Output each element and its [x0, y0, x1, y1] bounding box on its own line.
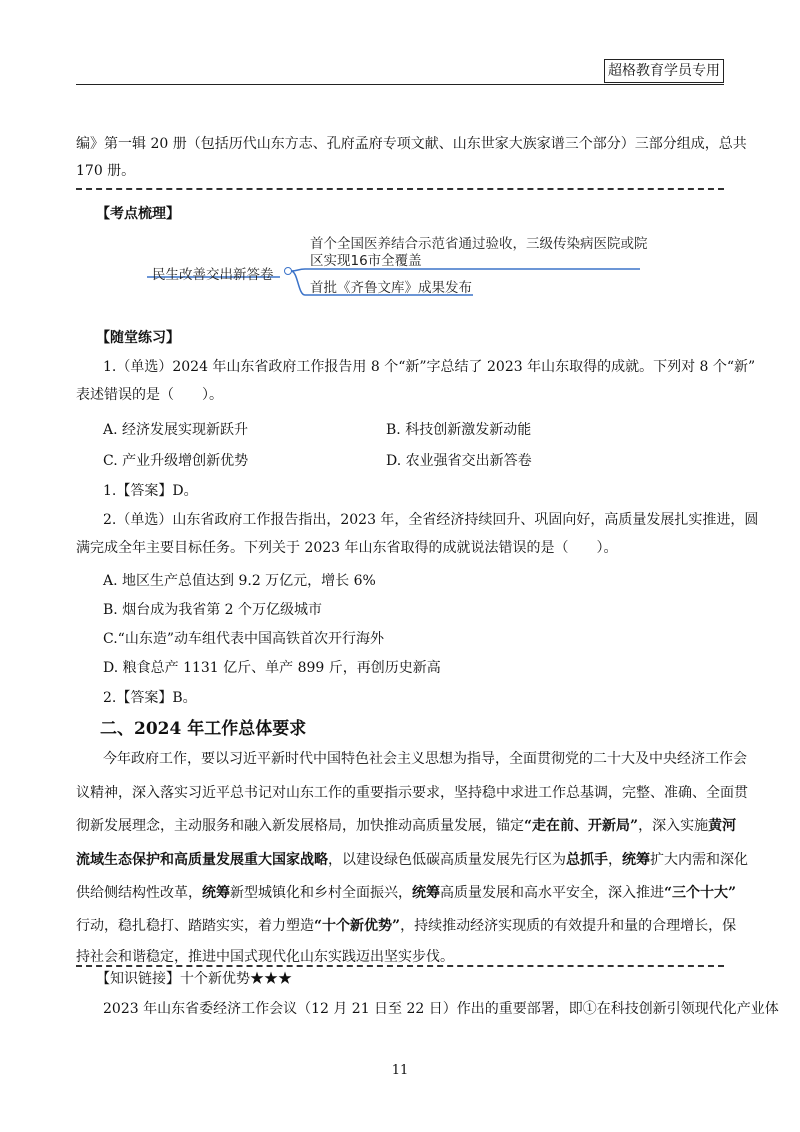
mindmap-connector-2: [291, 271, 305, 295]
knowledge-link-title: 【知识链接】十个新优势★★★: [96, 971, 292, 987]
mindmap-collapse-node: [285, 268, 292, 275]
para-text: 行动，稳扎稳打、踏踏实实，着力塑造: [76, 918, 314, 934]
mindmap-branch-2: 首批《齐鲁文库》成果发布: [310, 280, 472, 296]
para-line-6: [76, 915, 736, 935]
para-line-1: 今年政府工作，要以习近平新时代中国特色社会主义思想为指导，全面贯彻党的二十大及中央经济工作会: [103, 751, 747, 767]
para-emphasis: “三个十大”: [664, 885, 737, 901]
knowledge-line-1: 2023 年山东省委经济工作会议（12 月 21 日至 22 日）作出的重要部署，即①在科技创新引领现代化产业体: [103, 1001, 779, 1017]
para-emphasis: “走在前、开新局”: [524, 818, 639, 834]
q1-option-a: A. 经济发展实现新跃升: [103, 422, 249, 438]
mindmap-connector-1: [291, 269, 305, 271]
section-title-practice: 【随堂练习】: [96, 330, 180, 346]
q2-option-a: A. 地区生产总值达到 9.2 万亿元，增长 6%: [103, 573, 376, 589]
intro-line-1: 编》第一辑 20 册（包括历代山东方志、孔府孟府专项文献、山东世家大族家谱三个部分）三部分组成，总共: [76, 136, 747, 152]
q1-option-d: D. 农业强省交出新答卷: [386, 453, 532, 469]
para-emphasis: 流域生态保护和高质量发展重大国家战略: [76, 852, 328, 868]
q2-option-b: B. 烟台成为我省第 2 个万亿级城市: [103, 602, 322, 618]
para-line-3: [76, 815, 736, 835]
page-number: 11: [391, 1063, 409, 1078]
section-title-kaodian: 【考点梳理】: [96, 206, 180, 222]
q1-option-c: C. 产业升级增创新优势: [103, 453, 249, 469]
mindmap-branch-1-line-1: 首个全国医养结合示范省通过验收，三级传染病医院或院: [310, 236, 648, 252]
para-emphasis: 统筹: [202, 885, 230, 901]
q2-option-d: D. 粮食总产 1131 亿斤、单产 899 斤，再创历史新高: [103, 660, 441, 676]
divider-dashed: [76, 188, 724, 190]
para-emphasis: 黄河: [708, 818, 737, 834]
q2-option-c: C.“山东造”动车组代表中国高铁首次开行海外: [103, 631, 384, 647]
q1-option-b: B. 科技创新激发新动能: [386, 422, 532, 438]
para-text: ，: [608, 852, 622, 868]
q1-stem-line-1: 1.（单选）2024 年山东省政府工作报告用 8 个“新”字总结了 2023 年山东取得的成就。下列对 8 个“新”: [103, 359, 756, 375]
para-line-4: [76, 849, 748, 869]
q1-stem-line-2: 表述错误的是（ ）。: [76, 387, 223, 403]
q2-stem-line-2: 满完成全年主要目标任务。下列关于 2023 年山东省取得的成就说法错误的是（ ）。: [76, 540, 618, 556]
para-line-2: 议精神，深入落实习近平总书记对山东工作的重要指示要求，坚持稳中求进工作总基调，完整、准确、全面贯: [76, 785, 748, 801]
mindmap-branch-1-line-2: 区实现16市全覆盖: [310, 253, 422, 269]
para-emphasis: 统筹: [622, 852, 650, 868]
para-line-7: 持社会和谐稳定，推进中国式现代化山东实践迈出坚实步伐。: [76, 949, 454, 965]
para-text: ，以建设绿色低碳高质量发展先行区为: [328, 852, 566, 868]
para-emphasis: 统筹: [412, 885, 440, 901]
q2-stem-line-1: 2.（单选）山东省政府工作报告指出，2023 年，全省经济持续回升、巩固向好，高质量发展扎实推进，圆: [103, 512, 759, 528]
divider-dashed: [76, 965, 724, 967]
para-text: 高质量发展和高水平安全，深入推进: [440, 885, 664, 901]
para-text: ，持续推动经济实现质的有效提升和量的合理增长，保: [400, 918, 737, 934]
q2-answer: 2.【答案】B。: [103, 690, 197, 706]
para-text: 彻新发展理念，主动服务和融入新发展格局，加快推动高质量发展，锚定: [76, 818, 524, 834]
para-text: 供给侧结构性改革，: [76, 885, 202, 901]
para-line-5: [76, 882, 736, 902]
header-label: 超格教育学员专用: [604, 59, 724, 83]
intro-line-2: 170 册。: [76, 163, 136, 179]
section-heading-2024: 二、2024 年工作总体要求: [100, 719, 307, 739]
para-text: 新型城镇化和乡村全面振兴，: [230, 885, 412, 901]
header-rule: [76, 84, 724, 85]
para-emphasis: “十个新优势”: [314, 918, 401, 934]
mindmap-root: 民生改善交出新答卷: [152, 267, 274, 283]
para-emphasis: 总抓手: [566, 852, 608, 868]
q1-answer: 1.【答案】D。: [103, 483, 198, 499]
para-text: ，深入实施: [638, 818, 709, 834]
para-text: 扩大内需和深化: [650, 852, 748, 868]
